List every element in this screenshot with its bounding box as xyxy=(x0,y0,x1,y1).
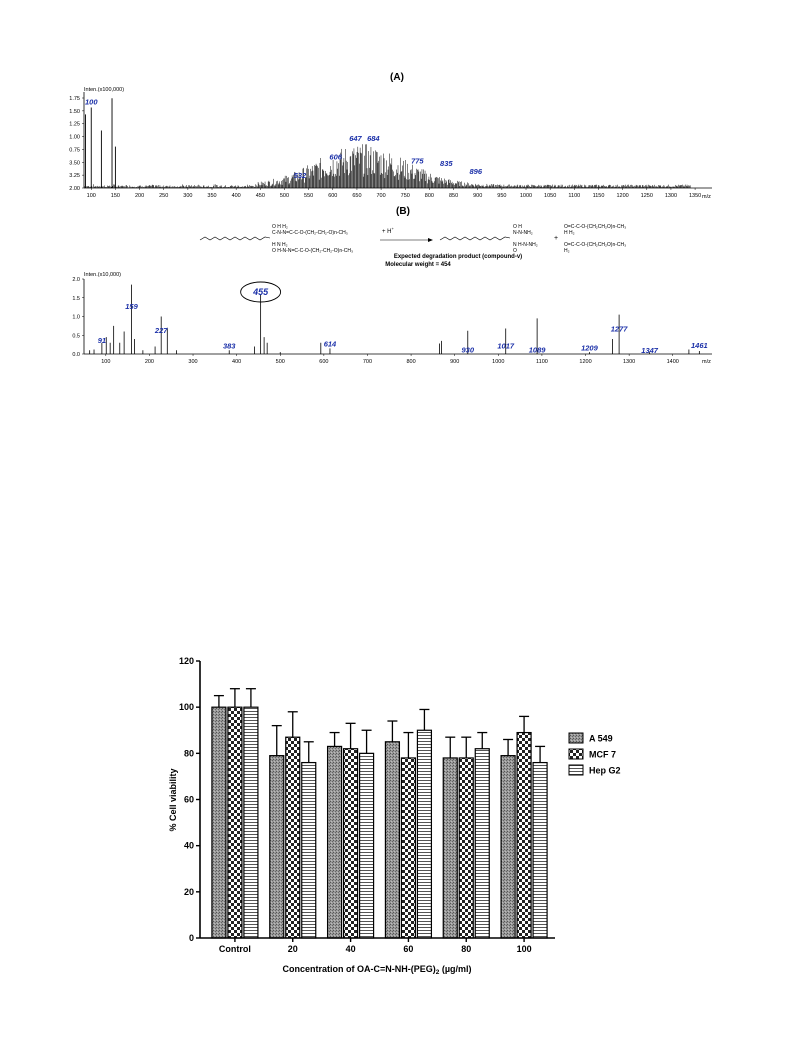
ms-b-y-ticks xyxy=(72,277,84,358)
ms-a-y-tick-label: 0.75 xyxy=(69,147,80,154)
ms-a-x-tick-label: 150 xyxy=(110,193,120,199)
viability-bar xyxy=(270,756,284,938)
ms-a-x-tick-label: 1200 xyxy=(616,193,629,199)
ms-a-y-tick-label: 3.50 xyxy=(69,160,80,167)
ms-b-x-ticks xyxy=(101,354,679,365)
viability-bar xyxy=(475,749,489,938)
viability-legend xyxy=(569,733,621,776)
ms-a-x-tick-label: 350 xyxy=(207,193,217,199)
ms-a-x-tick-label: 1100 xyxy=(568,193,581,199)
product-group-3: N H-N-NH₂ xyxy=(513,242,538,248)
ms-a-peak-labels xyxy=(85,97,483,180)
viability-chart xyxy=(168,656,621,976)
ms-a-x-ticks xyxy=(87,188,702,199)
ms-b-peak-labels xyxy=(98,302,708,355)
ms-a-y-tick-label: 1.25 xyxy=(69,121,80,128)
ms-a-x-tick-label: 800 xyxy=(424,193,434,199)
ms-a-peak-label: 606 xyxy=(329,152,342,162)
ms-a-x-tick-label: 1250 xyxy=(640,193,653,199)
ms-a-x-tick-label: 1300 xyxy=(664,193,678,199)
ms-a-x-tick-label: 250 xyxy=(159,193,169,199)
ms-a-x-tick-label: 450 xyxy=(255,193,265,199)
ms-b-x-tick-label: 1100 xyxy=(536,359,548,365)
ms-b-x-tick-label: 100 xyxy=(101,359,111,365)
viability-bar xyxy=(459,758,473,938)
viability-y-axis-title: % Cell viability xyxy=(168,768,178,832)
viability-bar xyxy=(360,753,374,938)
ms-a-x-tick-label: 1000 xyxy=(519,193,533,199)
ms-b-y-tick-label: 0.5 xyxy=(72,333,80,340)
reactant-group-2: C-N-N=C-C-O-(CH₂-CH₂-O)n-CH₃ xyxy=(272,230,348,236)
viability-y-tick-label: 0 xyxy=(188,933,194,943)
ms-b-x-tick-label: 1400 xyxy=(666,359,679,365)
ms-a-peak-label: 835 xyxy=(440,158,453,168)
ms-a-y-tick-label: 1.75 xyxy=(69,96,80,102)
ms-b-peak-label: 159 xyxy=(125,302,138,312)
ms-a-x-unit: m/z xyxy=(702,194,711,200)
ms-b-y-tick-label: 1.5 xyxy=(72,295,80,302)
viability-bar xyxy=(244,707,258,938)
ms-b-panel xyxy=(72,272,712,365)
viability-category-label: 100 xyxy=(516,944,532,954)
ms-a-x-tick-label: 750 xyxy=(400,193,410,199)
viability-x-axis-title: Concentration of $OA-C=N-NH-(PEG)_2$ (µg/ml) xyxy=(282,964,472,976)
viability-category-label: Control xyxy=(218,944,251,954)
ms-b-x-tick-label: 1200 xyxy=(579,359,592,365)
ms-b-peak-label: 1209 xyxy=(581,343,598,353)
ms-b-y-tick-label: 0.0 xyxy=(72,352,80,358)
product-name: Expected degradation product (compound-v) xyxy=(393,254,523,260)
side-product-group-1: O=C-C-O-(CH₂CH₂O)n-CH₃ xyxy=(564,224,627,230)
side-product-group-2: H H₂ xyxy=(564,230,575,236)
ms-a-y-tick-label: 3.25 xyxy=(69,173,80,180)
ms-a-y-ticks xyxy=(69,96,84,192)
reaction-arrow-head xyxy=(428,238,433,242)
ms-a-x-tick-label: 1350 xyxy=(688,193,702,199)
viability-bar xyxy=(517,733,531,938)
ms-b-x-tick-label: 1300 xyxy=(623,359,636,365)
product-group-4: O xyxy=(513,248,517,254)
ms-a-panel xyxy=(69,72,712,200)
viability-category-labels xyxy=(219,938,532,954)
ms-a-x-tick-label: 1050 xyxy=(544,193,557,199)
product-group-2: N-N-NH₂ xyxy=(513,230,533,236)
viability-category-label: 80 xyxy=(461,944,472,954)
ms-a-spectrum xyxy=(85,98,690,188)
ms-b-circled-peak-label: 455 xyxy=(253,287,269,297)
legend-swatch xyxy=(569,749,583,759)
ms-b-peak-label: 227 xyxy=(154,325,168,335)
ms-b-peak-label: 1277 xyxy=(610,324,628,334)
viability-bar xyxy=(228,707,242,938)
viability-bar xyxy=(443,758,457,938)
ms-b-spectrum xyxy=(90,285,700,354)
viability-y-ticks xyxy=(179,656,200,943)
ms-a-y-axis-label: Inten.(x100,000) xyxy=(84,87,125,93)
ms-a-peak-label: 647 xyxy=(349,134,362,144)
ms-a-peak-label: 775 xyxy=(411,156,424,166)
reactant-group-4: O H-N-N=C-C-O-(CH₂-CH₂-O)n-CH₃ xyxy=(272,248,354,254)
viability-y-tick-label: 20 xyxy=(183,886,194,897)
ms-a-x-tick-label: 700 xyxy=(376,193,386,199)
ms-b-x-tick-label: 300 xyxy=(188,359,198,365)
viability-bar xyxy=(501,756,515,938)
ms-a-x-tick-label: 1150 xyxy=(592,193,605,199)
reaction-scheme xyxy=(200,206,626,268)
viability-bar xyxy=(533,763,547,938)
reactant-group-1: O H H₂ xyxy=(272,224,288,230)
viability-bar xyxy=(286,737,300,938)
ms-a-peak-label: 532 xyxy=(293,170,307,180)
ms-b-y-tick-label: 2.0 xyxy=(72,277,80,283)
ms-b-peak-label: 1461 xyxy=(691,340,708,350)
ms-a-peak-label: 896 xyxy=(469,167,483,177)
viability-bar xyxy=(328,746,342,938)
viability-bar xyxy=(212,707,226,938)
scheme-reagent: + H+ xyxy=(382,226,394,235)
ms-b-y-tick-label: 1.0 xyxy=(72,314,80,321)
ms-a-x-tick-label: 100 xyxy=(86,193,96,199)
reactant-alkyl-chain xyxy=(200,237,270,240)
legend-label: MCF 7 xyxy=(589,749,616,760)
ms-a-y-tick-label: 1.00 xyxy=(69,134,80,141)
ms-b-x-tick-label: 800 xyxy=(406,359,416,365)
ms-b-x-tick-label: 900 xyxy=(450,359,460,365)
ms-b-peak-label: 1347 xyxy=(641,346,658,355)
viability-bar xyxy=(417,730,431,938)
viability-bar xyxy=(302,763,316,938)
scheme-panel-label: (B) xyxy=(396,206,410,217)
ms-b-peak-label: 930 xyxy=(461,345,475,355)
product-group-1: O H xyxy=(513,224,522,230)
viability-bar xyxy=(385,742,399,938)
ms-a-x-tick-label: 200 xyxy=(134,193,145,199)
ms-b-x-tick-label: 700 xyxy=(362,359,373,365)
legend-label: A 549 xyxy=(589,733,613,744)
ms-b-peak-label: 1017 xyxy=(497,341,515,351)
ms-a-y-tick-label: 1.50 xyxy=(69,108,80,115)
ms-b-x-tick-label: 500 xyxy=(275,359,285,365)
viability-y-tick-label: 60 xyxy=(183,794,194,805)
ms-a-x-tick-label: 300 xyxy=(183,193,193,199)
ms-a-x-tick-label: 850 xyxy=(448,193,459,199)
ms-b-peak-label: 91 xyxy=(97,335,107,345)
ms-a-peak-label: 100 xyxy=(84,97,98,107)
ms-a-panel-label: (A) xyxy=(390,72,404,83)
viability-category-label: 20 xyxy=(287,944,298,954)
viability-category-label: 60 xyxy=(403,944,414,954)
ms-b-y-axis-label: Inten.(x10,000) xyxy=(84,272,121,278)
ms-a-x-tick-label: 600 xyxy=(328,193,338,199)
viability-bars xyxy=(212,689,547,938)
molecular-weight: Molecular weight = 454 xyxy=(385,262,451,268)
product-alkyl-chain xyxy=(440,237,510,240)
ms-a-x-tick-label: 900 xyxy=(473,193,483,199)
viability-bar xyxy=(344,749,358,938)
ms-a-x-tick-label: 550 xyxy=(304,193,314,199)
ms-a-y-tick-label: 2.00 xyxy=(69,186,80,192)
viability-bar xyxy=(401,758,415,938)
ms-b-x-tick-label: 600 xyxy=(319,359,329,365)
ms-b-x-unit: m/z xyxy=(702,359,711,365)
ms-a-x-tick-label: 400 xyxy=(231,193,241,199)
reactant-group-3: H N H₂ xyxy=(272,242,288,248)
ms-b-peak-label: 1089 xyxy=(528,345,546,355)
ms-a-x-tick-label: 650 xyxy=(352,193,362,199)
legend-swatch xyxy=(569,765,583,775)
ms-b-x-tick-label: 200 xyxy=(144,359,155,365)
ms-a-peak-label: 684 xyxy=(367,134,380,144)
legend-swatch xyxy=(569,733,583,743)
ms-b-x-tick-label: 400 xyxy=(232,359,242,365)
ms-b-peak-label: 383 xyxy=(222,341,236,351)
viability-y-tick-label: 80 xyxy=(183,748,194,759)
ms-a-x-tick-label: 950 xyxy=(497,193,507,199)
viability-category-label: 40 xyxy=(345,944,356,954)
side-product-group-4: H₂ xyxy=(564,248,570,254)
legend-label: Hep G2 xyxy=(589,765,621,776)
ms-b-peak-label: 614 xyxy=(323,339,337,349)
ms-b-x-tick-label: 1000 xyxy=(492,359,505,365)
ms-a-x-tick-label: 500 xyxy=(279,193,290,199)
viability-y-tick-label: 100 xyxy=(178,702,194,713)
scheme-plus: + xyxy=(554,235,559,242)
viability-y-tick-label: 40 xyxy=(183,840,194,851)
viability-y-tick-label: 120 xyxy=(178,656,194,666)
side-product-group-3: O=C-C-O-(CH₂CH₂O)n-CH₃ xyxy=(564,242,627,248)
